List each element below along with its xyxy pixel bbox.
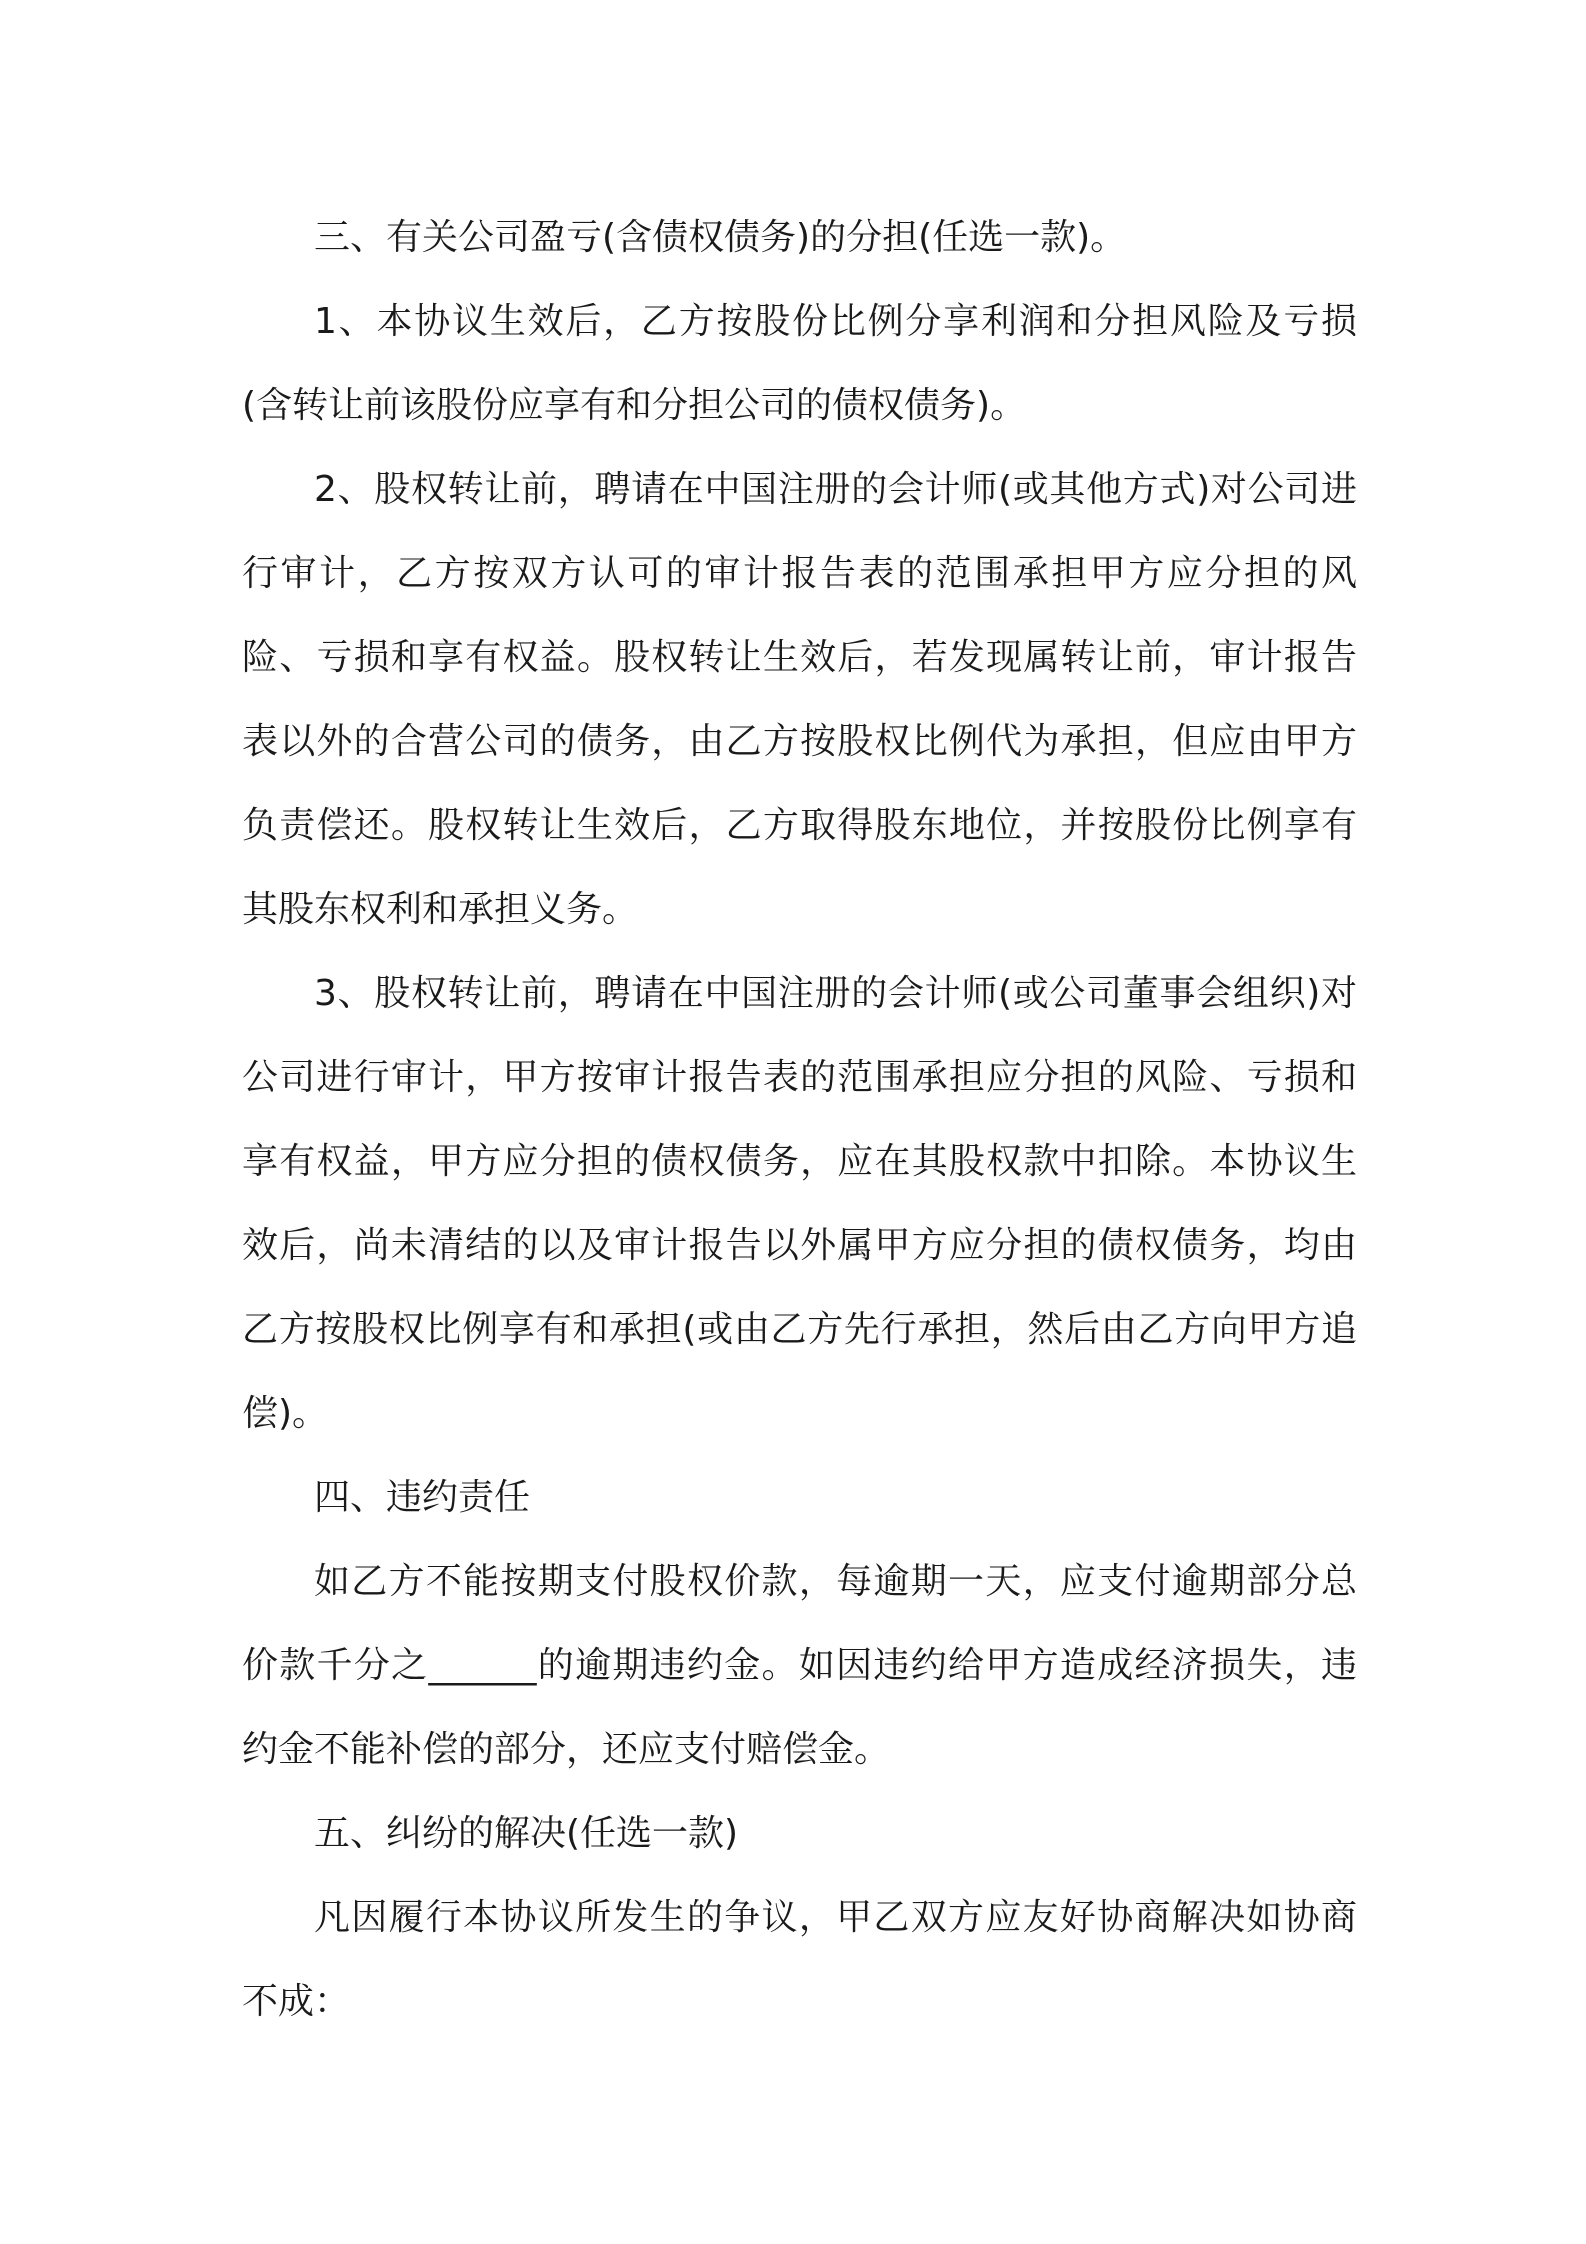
section-heading-breach: 四、违约责任 (314, 1477, 531, 1518)
section-heading-profit-loss: 三、有关公司盈亏(含债权债务)的分担(任选一款)。 (314, 217, 1127, 258)
clause-5-1: 凡因履行本协议所发生的争议，甲乙双方应友好协商解决如协商不成： (242, 1897, 1357, 2022)
clause-3-2: 2、股权转让前，聘请在中国注册的会计师(或其他方式)对公司进行审计，乙方按双方认可的审计报告表的范围承担甲方应分担的风险、亏损和享有权益。股权转让生效后，若发现属转让前，审计报告表以外的合营公司的债务，由乙方按股权比例代为承担，但应由甲方负责偿还。股权转让生效后，乙方取得股东地位，并按股份比例享有其股东权利和承担义务。 (242, 469, 1357, 930)
clause-3-3: 3、股权转让前，聘请在中国注册的会计师(或公司董事会组织)对公司进行审计，甲方按审计报告表的范围承担应分担的风险、亏损和享有权益，甲方应分担的债权债务，应在其股权款中扣除。本协议生效后，尚未清结的以及审计报告以外属甲方应分担的债权债务，均由乙方按股权比例享有和承担(或由乙方先行承担，然后由乙方向甲方追偿)。 (242, 973, 1357, 1434)
section-heading-dispute: 五、纠纷的解决(任选一款) (314, 1813, 739, 1854)
clause-4-1: 如乙方不能按期支付股权价款，每逾期一天，应支付逾期部分总价款千分之______的逾期违约金。如因违约给甲方造成经济损失，违约金不能补偿的部分，还应支付赔偿金。 (242, 1561, 1357, 1770)
clause-3-1: 1、本协议生效后，乙方按股份比例分享利润和分担风险及亏损(含转让前该股份应享有和分担公司的债权债务)。 (242, 301, 1357, 426)
document-page (242, 196, 1357, 2044)
